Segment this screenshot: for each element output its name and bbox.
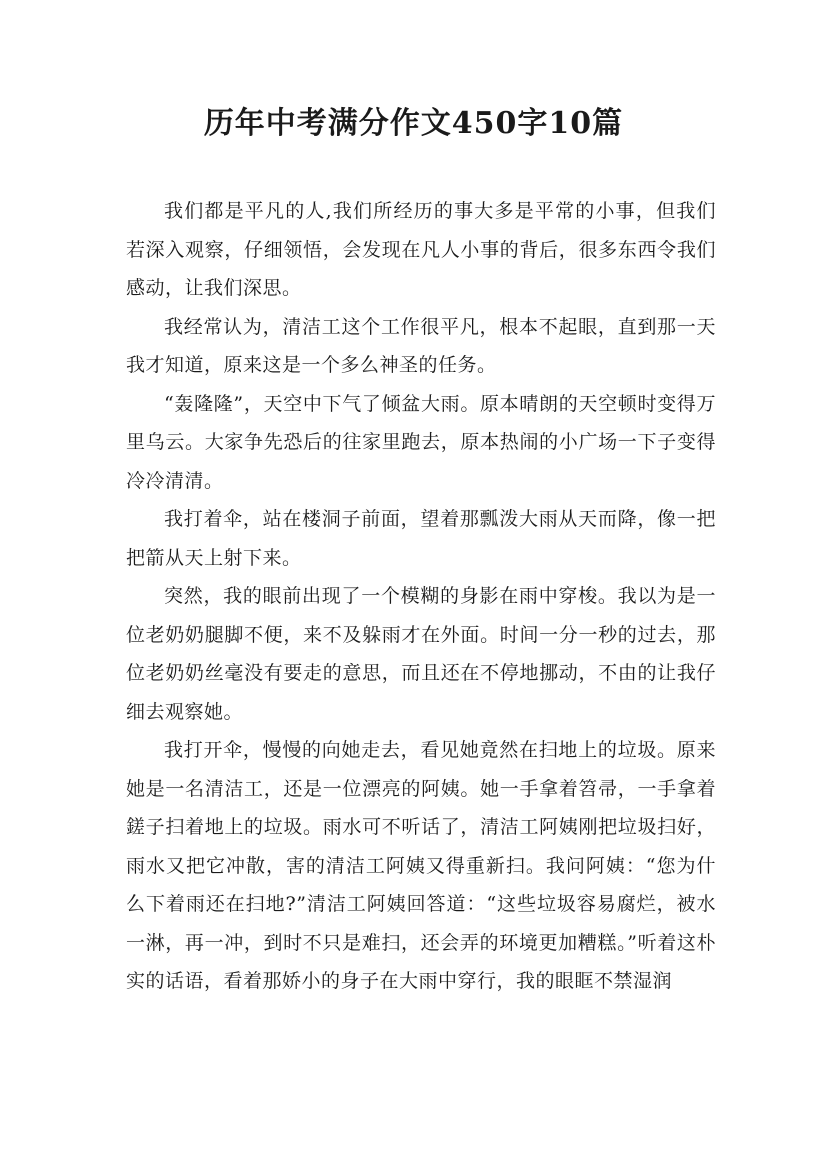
paragraph-4: 我打着伞，站在楼洞子前面，望着那瓢泼大雨从天而降，像一把把箭从天上射下来。 — [126, 508, 716, 569]
paragraph-6: 我打开伞，慢慢的向她走去，看见她竟然在扫地上的垃圾。原来她是一名清洁工，还是一位漂亮的阿姨。她一手拿着笤帚，一手拿着鎈子扫着地上的垃圾。雨水可不听话了，清洁工阿姨刚把垃圾扫好，雨水又把它冲散，害的清洁工阿姨又得重新扫。我问阿姨：“您为什么下着雨还在扫地?”清洁工阿姨回答道：“这些垃圾容易腐烂，被水一淋，再一冲，到时不只是难扫，还会弄的环境更加糟糕。”听着这朴实的话语，看着那娇小的身子在大雨中穿行，我的眼眶不禁湿润 — [126, 739, 716, 992]
document-title: 历年中考满分作文450字10篇 — [203, 106, 624, 141]
document-body — [126, 192, 716, 1001]
paragraph-2: 我经常认为，清洁工这个工作很平凡，根本不起眼，直到那一天我才知道，原来这是一个多么神圣的任务。 — [126, 315, 716, 376]
paragraph-1: 我们都是平凡的人,我们所经历的事大多是平常的小事，但我们若深入观察，仔细领悟，会发现在凡人小事的背后，很多东西令我们感动，让我们深思。 — [126, 200, 716, 299]
paragraph-3: “轰隆隆”，天空中下气了倾盆大雨。原本晴朗的天空顿时变得万里乌云。大家争先恐后的往家里跑去，原本热闹的小广场一下子变得冷冷清清。 — [126, 392, 716, 492]
paragraph-5: 突然，我的眼前出现了一个模糊的身影在雨中穿梭。我以为是一位老奶奶腿脚不便，来不及躲雨才在外面。时间一分一秒的过去，那位老奶奶丝毫没有要走的意思，而且还在不停地挪动，不由的让我仔细去观察她。 — [126, 585, 716, 723]
